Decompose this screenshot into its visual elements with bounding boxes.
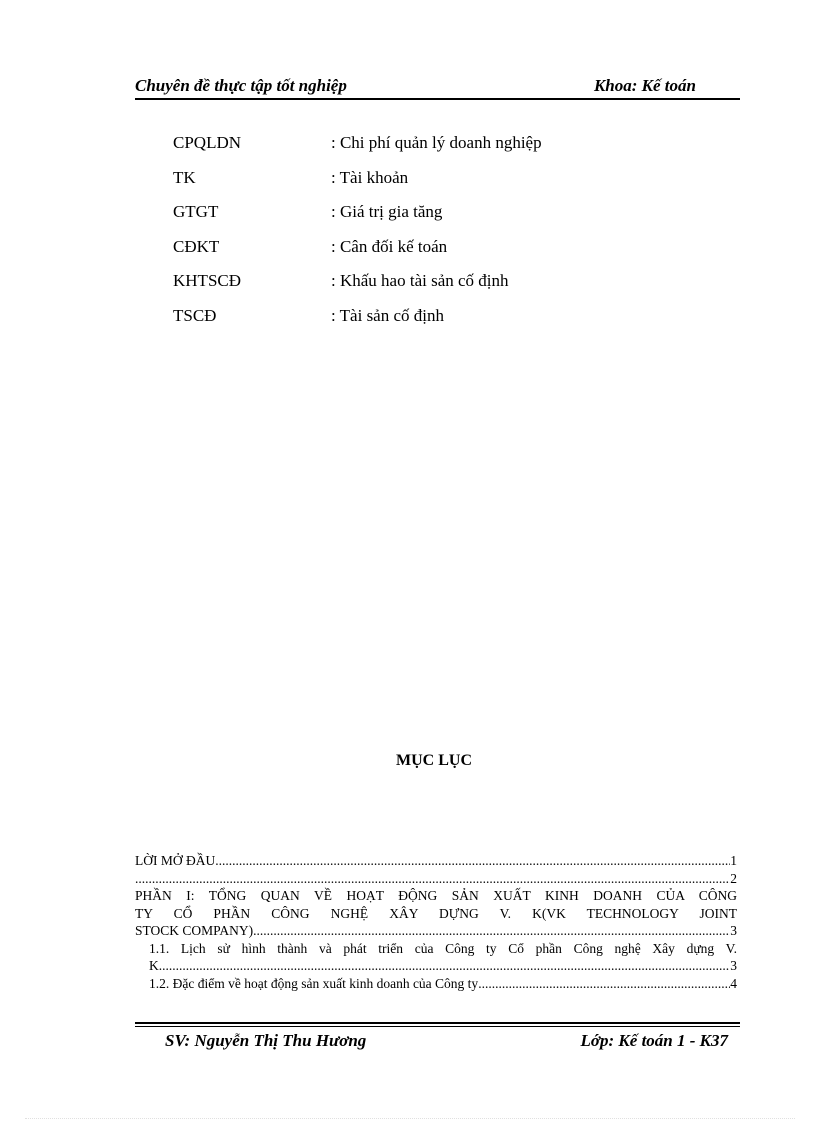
toc-entry-line: 1.1. Lịch sử hình thành và phát triển của Công ty Cổ phần Công nghệ Xây dựng V. bbox=[149, 940, 737, 956]
toc-entry-line: PHẦN I: TỔNG QUAN VỀ HOẠT ĐỘNG SẢN XUẤT KINH DOANH CỦA CÔNG bbox=[135, 888, 737, 903]
abbreviation-desc: : Giá trị gia tăng bbox=[331, 202, 443, 221]
toc-entry-blank[interactable] bbox=[135, 870, 737, 888]
toc-page-number: 3 bbox=[730, 958, 737, 973]
abbreviation-desc: : Tài khoản bbox=[331, 167, 409, 187]
abbreviation-code: TSCĐ bbox=[173, 305, 217, 325]
abbreviation-code: GTGT bbox=[173, 202, 219, 221]
header-title: Chuyên đề thực tập tốt nghiệp bbox=[135, 76, 347, 95]
toc-title: MỤC LỤC bbox=[396, 752, 472, 769]
toc-entry-intro[interactable] bbox=[135, 852, 737, 870]
abbreviation-desc: : Cân đối kế toán bbox=[331, 236, 448, 256]
footer-rule bbox=[135, 1026, 740, 1027]
footer-class: Lớp: Kế toán 1 - K37 bbox=[580, 1031, 728, 1050]
page-footer bbox=[135, 1022, 740, 1055]
abbreviation-row bbox=[173, 202, 653, 237]
header-department: Khoa: Kế toán bbox=[593, 76, 696, 95]
toc-leader bbox=[215, 852, 730, 870]
toc-page-number: 2 bbox=[730, 870, 737, 886]
toc-leader bbox=[159, 957, 731, 975]
abbreviation-desc: : Tài sản cố định bbox=[331, 305, 444, 325]
abbreviation-row bbox=[173, 168, 653, 203]
abbreviation-code: CĐKT bbox=[173, 236, 220, 256]
toc-entry-part1[interactable] bbox=[135, 887, 737, 940]
toc-entry-1-2[interactable] bbox=[135, 975, 737, 993]
abbreviation-desc: : Khấu hao tài sản cố định bbox=[331, 271, 509, 290]
toc-leader bbox=[135, 870, 730, 888]
page-header bbox=[135, 76, 740, 100]
abbreviation-code: CPQLDN bbox=[173, 133, 242, 152]
abbreviation-list bbox=[173, 133, 653, 340]
toc-page-number: 4 bbox=[730, 975, 737, 991]
abbreviation-row bbox=[173, 237, 653, 272]
abbreviation-row bbox=[173, 271, 653, 306]
abbreviation-desc: : Chi phí quản lý doanh nghiệp bbox=[331, 133, 542, 152]
toc-entry-text: STOCK COMPANY) bbox=[135, 923, 254, 938]
page-bottom-border bbox=[25, 1118, 795, 1119]
toc-entry-text: LỜI MỞ ĐẦU bbox=[135, 853, 216, 868]
footer-rule bbox=[135, 1022, 740, 1024]
toc-entry-text: 1.2. Đặc điểm về hoạt động sản xuất kinh doanh của Công ty bbox=[149, 975, 479, 991]
abbreviation-code: TK bbox=[173, 167, 196, 187]
abbreviation-code: KHTSCĐ bbox=[173, 271, 242, 290]
toc-entry-line: TY CỔ PHẦN CÔNG NGHỆ XÂY DỰNG V. K(VK TECHNOLOGY JOINT bbox=[135, 905, 737, 921]
footer-student: SV: Nguyễn Thị Thu Hương bbox=[165, 1031, 367, 1050]
table-of-contents bbox=[135, 852, 737, 992]
toc-entry-1-1[interactable] bbox=[135, 940, 737, 975]
toc-page-number: 3 bbox=[730, 923, 737, 938]
abbreviation-row bbox=[173, 133, 653, 168]
toc-leader bbox=[478, 975, 730, 993]
toc-leader bbox=[253, 922, 730, 940]
toc-page-number: 1 bbox=[730, 853, 737, 868]
toc-entry-text: K bbox=[149, 958, 159, 973]
abbreviation-row bbox=[173, 306, 653, 341]
